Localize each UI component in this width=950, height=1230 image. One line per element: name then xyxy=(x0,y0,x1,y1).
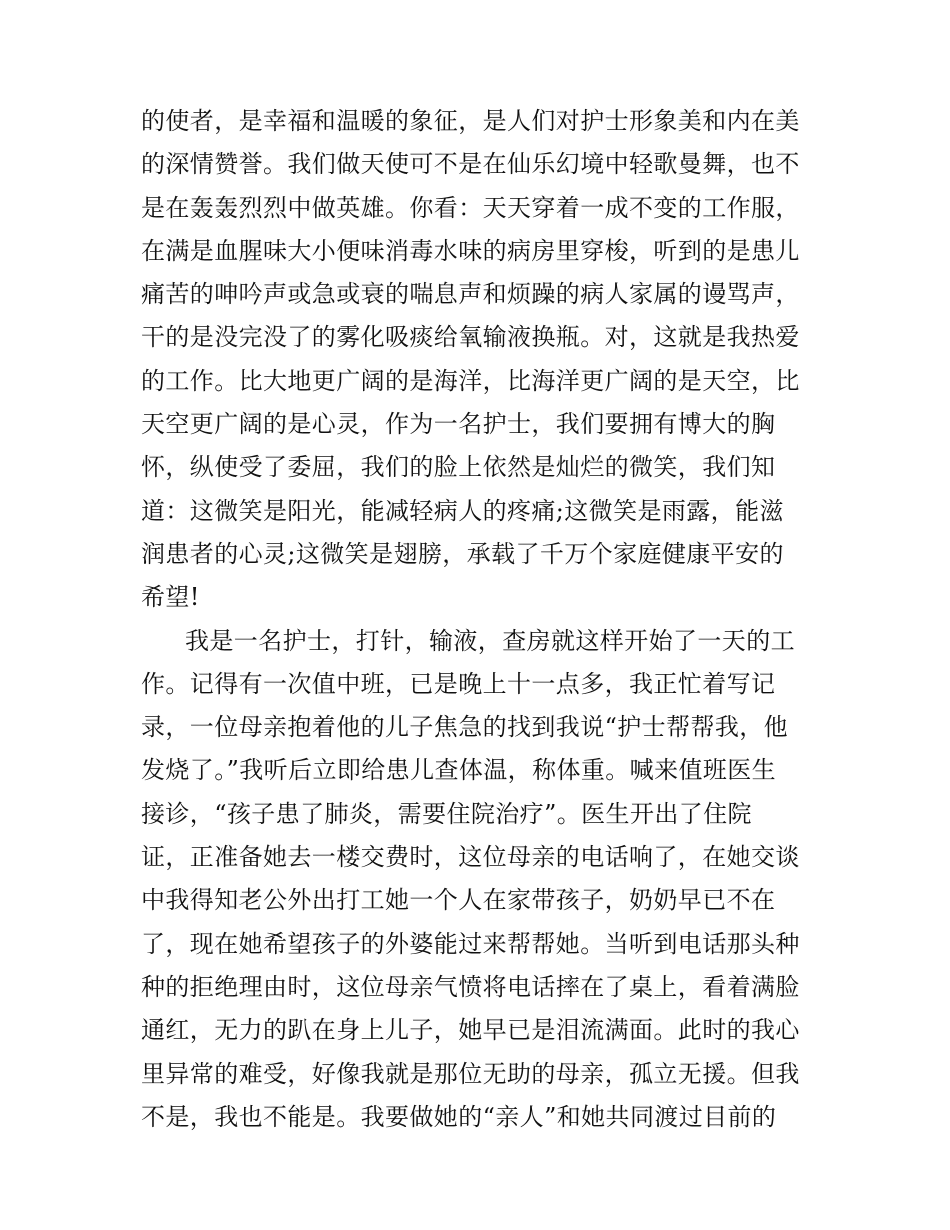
text-line: 干的是没完没了的雾化吸痰给氧输液换瓶。对，这就是我热爱 xyxy=(141,323,800,352)
text-line: 作。记得有一次值中班，已是晚上十一点多，我正忙着写记 xyxy=(141,669,776,698)
text-line: 我是一名护士，打针，输液，查房就这样开始了一天的工 xyxy=(185,626,795,655)
text-line: 怀，纵使受了委屈，我们的脸上依然是灿烂的微笑，我们知 xyxy=(141,453,776,482)
text-line: 了，现在她希望孩子的外婆能过来帮帮她。当听到电话那头种 xyxy=(141,929,800,958)
text-line: 不是，我也不能是。我要做她的“亲人”和她共同渡过目前的 xyxy=(141,1102,777,1131)
text-line: 润患者的心灵;这微笑是翅膀，承载了千万个家庭健康平安的 xyxy=(141,539,784,568)
text-line: 的使者，是幸福和温暖的象征，是人们对护士形象美和内在美 xyxy=(141,107,800,135)
text-line: 里异常的难受，好像我就是那位无助的母亲，孤立无援。但我 xyxy=(141,1059,800,1088)
text-line: 录，一位母亲抱着他的儿子焦急的找到我说“护士帮帮我，他 xyxy=(141,713,789,742)
text-line: 接诊，“孩子患了肺炎，需要住院治疗”。医生开出了住院 xyxy=(141,799,752,828)
text-line: 中我得知老公外出打工她一个人在家带孩子，奶奶早已不在 xyxy=(141,886,776,915)
document-body xyxy=(141,100,821,1139)
text-line: 发烧了。”我听后立即给患儿查体温，称体重。喊来值班医生 xyxy=(141,756,777,785)
text-line: 的工作。比大地更广阔的是海洋，比海洋更广阔的是天空，比 xyxy=(141,366,800,395)
paragraph-2 xyxy=(141,620,821,1140)
text-line: 是在轰轰烈烈中做英雄。你看：天天穿着一成不变的工作服， xyxy=(141,193,800,222)
text-line: 证，正准备她去一楼交费时，这位母亲的电话响了，在她交谈 xyxy=(141,843,800,872)
paragraph-1 xyxy=(141,100,821,620)
text-line: 种的拒绝理由时，这位母亲气愤将电话摔在了桌上，看着满脸 xyxy=(141,972,800,1001)
text-line: 道：这微笑是阳光，能减轻病人的疼痛;这微笑是雨露，能滋 xyxy=(141,496,784,525)
text-line: 希望! xyxy=(141,583,200,612)
text-line: 通红，无力的趴在身上儿子，她早已是泪流满面。此时的我心 xyxy=(141,1016,800,1045)
text-line: 在满是血腥味大小便味消毒水味的病房里穿梭，听到的是患儿 xyxy=(141,236,800,265)
text-line: 痛苦的呻吟声或急或衰的喘息声和烦躁的病人家属的谩骂声， xyxy=(141,280,800,309)
text-line: 的深情赞誉。我们做天使可不是在仙乐幻境中轻歌曼舞，也不 xyxy=(141,150,800,179)
text-line: 天空更广阔的是心灵，作为一名护士，我们要拥有博大的胸 xyxy=(141,410,776,439)
